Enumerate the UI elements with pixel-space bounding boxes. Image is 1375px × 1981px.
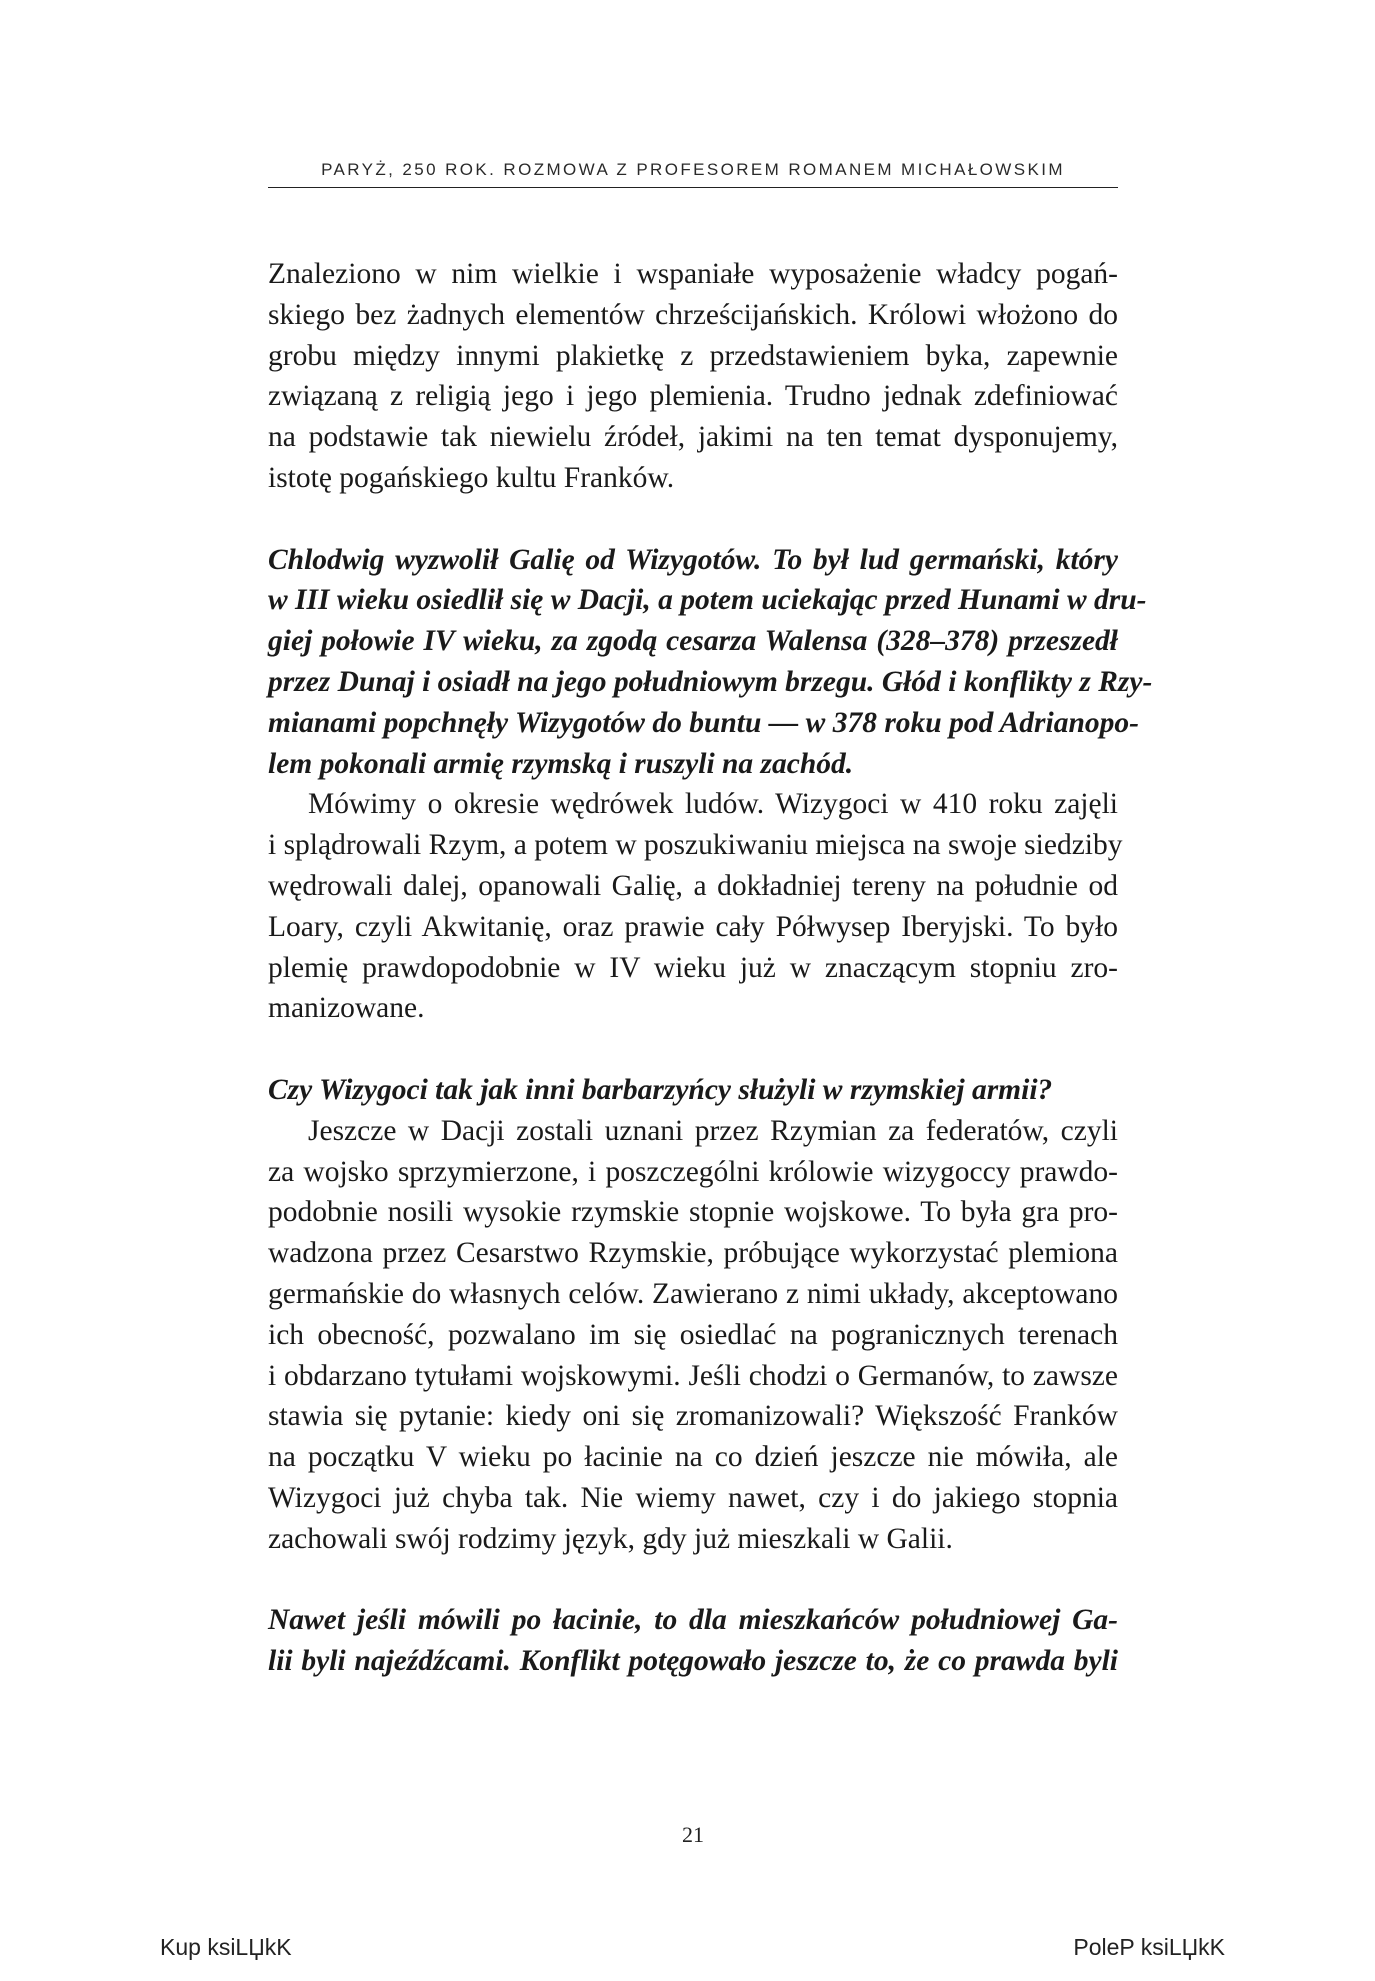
text-line: giej połowie IV wieku, za zgodą cesarza Walensa (328–378) przeszedł (268, 625, 1118, 658)
text-line: w III wieku osiedlił się w Dacji, a potem uciekając przed Hunami w dru- (268, 584, 1147, 617)
paragraph-gap (268, 499, 1118, 540)
text-line: germańskie do własnych celów. Zawierano z nimi układy, akceptowano (268, 1277, 1118, 1310)
text-line: lii byli najeźdźcami. Konflikt potęgowało jeszcze to, że co prawda byli (268, 1645, 1118, 1678)
running-head: PARYŻ, 250 ROK. ROZMOWA Z PROFESOREM ROMANEM MICHAŁOWSKIM (321, 160, 1065, 179)
interviewer-question (268, 540, 1153, 785)
answer-paragraph (268, 1111, 1118, 1560)
text-line: plemię prawdopodobnie w IV wieku już w znaczącym stopniu zro- (268, 951, 1118, 984)
text-line: grobu między innymi plakietkę z przedstawieniem byka, zapewnie (268, 339, 1118, 372)
body-paragraph (268, 254, 1118, 499)
text-line: istotę pogańskiego kultu Franków. (268, 461, 675, 494)
text-line: mianami popchnęły Wizygotów do buntu — w 378 roku pod Adrianopo- (268, 706, 1139, 739)
page-body (268, 254, 1153, 1682)
text-line: Znaleziono w nim wielkie i wspaniałe wyposażenie władcy pogań- (268, 258, 1118, 290)
text-line: Nawet jeśli mówili po łacinie, to dla mieszkańców południowej Ga- (268, 1604, 1118, 1637)
text-line: i splądrowali Rzym, a potem w poszukiwaniu miejsca na swoje siedziby (268, 829, 1123, 862)
text-line: Mówimy o okresie wędrówek ludów. Wizygoci w 410 roku zajęli (308, 788, 1118, 821)
answer-paragraph (268, 784, 1123, 1029)
text-line: Czy Wizygoci tak jak inni barbarzyńcy służyli w rzymskiej armii? (268, 1073, 1053, 1106)
header-rule (268, 187, 1118, 188)
interviewer-question (268, 1600, 1118, 1682)
text-line: wędrowali dalej, opanowali Galię, a dokładniej tereny na południe od (268, 869, 1118, 902)
paragraph-gap (268, 1029, 1118, 1070)
text-line: przez Dunaj i osiadł na jego południowym brzegu. Głód i konflikty z Rzy- (268, 665, 1153, 698)
text-line: lem pokonali armię rzymską i ruszyli na zachód. (268, 747, 854, 780)
text-line: za wojsko sprzymierzone, i poszczególni królowie wizygoccy prawdo- (268, 1155, 1118, 1188)
text-line: i obdarzano tytułami wojskowymi. Jeśli chodzi o Germanów, to zawsze (268, 1359, 1118, 1392)
text-line: stawia się pytanie: kiedy oni się zromanizowali? Większość Franków (268, 1400, 1118, 1433)
footer-recommend-link[interactable]: PoleP ksiLЏkK (1073, 1934, 1225, 1960)
footer-buy-link[interactable]: Kup ksiLЏkK (160, 1934, 292, 1960)
text-line: związaną z religią jego i jego plemienia. Trudno jednak zdefiniować (268, 380, 1118, 413)
text-line: wadzona przez Cesarstwo Rzymskie, próbujące wykorzystać plemiona (268, 1237, 1118, 1270)
text-line: na podstawie tak niewielu źródeł, jakimi na ten temat dysponujemy, (268, 421, 1118, 454)
page-number: 21 (682, 1822, 704, 1847)
paragraph-gap (268, 1560, 1118, 1601)
text-line: Chlodwig wyzwolił Galię od Wizygotów. To był lud germański, który (268, 543, 1118, 576)
text-line: zachowali swój rodzimy język, gdy już mieszkali w Galii. (268, 1522, 953, 1555)
text-line: na początku V wieku po łacinie na co dzień jeszcze nie mówiła, ale (268, 1441, 1118, 1474)
text-line: skiego bez żadnych elementów chrześcijańskich. Królowi włożono do (268, 298, 1118, 331)
text-line: Wizygoci już chyba tak. Nie wiemy nawet, czy i do jakiego stopnia (268, 1481, 1118, 1514)
text-line: ich obecność, pozwalano im się osiedlać na pogranicznych terenach (268, 1318, 1118, 1351)
text-line: Jeszcze w Dacji zostali uznani przez Rzymian za federatów, czyli (308, 1114, 1118, 1147)
text-line: Loary, czyli Akwitanię, oraz prawie cały Półwysep Iberyjski. To było (268, 910, 1118, 943)
interviewer-question (268, 1070, 1118, 1111)
text-line: manizowane. (268, 992, 425, 1025)
text-line: podobnie nosili wysokie rzymskie stopnie wojskowe. To była gra pro- (268, 1196, 1118, 1229)
